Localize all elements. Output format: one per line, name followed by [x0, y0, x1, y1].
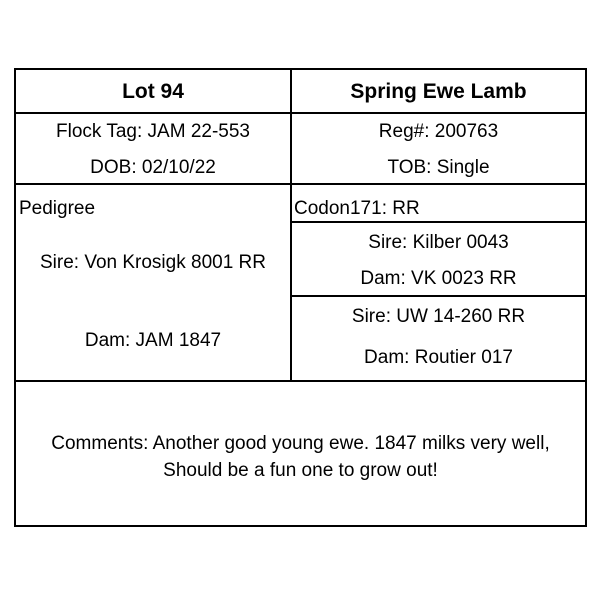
sire-side-sire: Sire: Kilber 0043 [368, 232, 509, 253]
pedigree-divider [16, 380, 585, 382]
codon-divider [290, 221, 585, 223]
lot-number: Lot 94 [122, 80, 184, 103]
pedigree-sire: Sire: Von Krosigk 8001 RR [39, 252, 266, 273]
type-of-birth: TOB: Single [387, 157, 490, 178]
registration-number: Reg#: 200763 [378, 121, 499, 142]
grandsire-divider [290, 295, 585, 297]
info-divider [16, 183, 585, 185]
flock-tag: Flock Tag: JAM 22-553 [56, 121, 250, 142]
dam-side-dam: Dam: Routier 017 [364, 347, 513, 368]
date-of-birth: DOB: 02/10/22 [90, 157, 216, 178]
dam-side-sire: Sire: UW 14-260 RR [351, 306, 526, 327]
pedigree-dam: Dam: JAM 1847 [84, 330, 222, 351]
comments-line-2: Should be a fun one to grow out! [163, 460, 438, 481]
pedigree-heading: Pedigree [19, 198, 96, 219]
lot-category: Spring Ewe Lamb [350, 80, 527, 103]
lot-card [14, 68, 587, 527]
comments-line-1: Comments: Another good young ewe. 1847 milks very well, [51, 433, 550, 454]
codon-171: Codon171: RR [294, 198, 420, 219]
header-divider [16, 112, 585, 114]
sire-side-dam: Dam: VK 0023 RR [360, 268, 517, 289]
